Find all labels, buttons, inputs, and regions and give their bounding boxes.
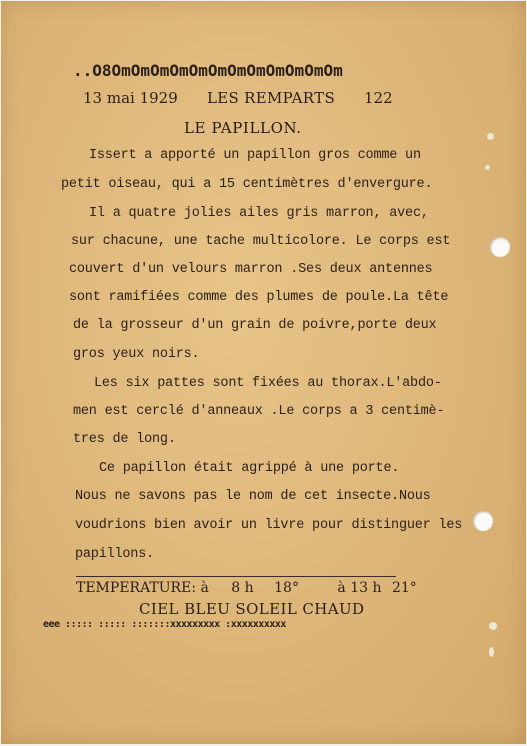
text-line: men est cerclé d'anneaux .Le corps a 3 centimè- <box>73 404 445 419</box>
text-line: Ce papillon était agrippé à une porte. <box>99 461 400 476</box>
ornament-border-top: ..O8OmOmOmOmOmOmOmOmOmOmOmOm <box>73 61 343 80</box>
text-line: voudrions bien avoir un livre pour distinguer les <box>75 518 463 533</box>
text-line: Issert a apporté un papillon gros comme un <box>89 148 421 163</box>
ornament-border-bottom: eee ::::: ::::: :::::::xxxxxxxxx :xxxxxxxxxx <box>43 619 286 630</box>
temperature-value-2: 21° <box>391 580 417 596</box>
temperature-time-2: à 13 h <box>337 580 382 596</box>
header-school: LES REMPARTS <box>207 89 336 107</box>
text-line: de la grosseur d'un grain de poivre,porte deux <box>73 318 437 333</box>
text-line: sur chacune, une tache multicolore. Le corps est <box>71 234 451 249</box>
text-line: Les six pattes sont fixées au thorax.L'abdo- <box>94 376 442 391</box>
temperature-line <box>76 580 417 596</box>
paper-speck <box>487 133 494 140</box>
text-line: Il a quatre jolies ailes gris marron, avec, <box>89 206 429 221</box>
divider-rule <box>76 576 396 577</box>
text-line: Nous ne savons pas le nom de cet insecte.Nous <box>75 489 431 504</box>
text-line: couvert d'un velours marron .Ses deux antennes <box>69 262 433 277</box>
text-line: petit oiseau, qui a 15 centimètres d'envergure. <box>61 177 433 192</box>
text-line: gros yeux noirs. <box>73 347 200 362</box>
paper-speck <box>489 622 497 630</box>
document-page <box>1 1 526 744</box>
temperature-value-1: 18° <box>274 580 299 596</box>
header-date: 13 mai 1929 <box>83 89 178 107</box>
header-page-number: 122 <box>364 89 393 107</box>
punch-hole-bottom <box>473 511 493 531</box>
text-line: papillons. <box>75 547 155 562</box>
page-title: LE PAPILLON. <box>184 119 302 137</box>
punch-hole-top <box>490 237 510 257</box>
temperature-time-1: 8 h <box>231 580 254 596</box>
paper-speck <box>485 165 490 170</box>
paper-speck <box>489 647 494 657</box>
sky-description: CIEL BLEU SOLEIL CHAUD <box>139 600 365 618</box>
text-line: tres de long. <box>73 432 176 447</box>
text-line: sont ramifiées comme des plumes de poule.La tête <box>69 290 449 305</box>
temperature-label: TEMPERATURE: à <box>76 580 209 596</box>
